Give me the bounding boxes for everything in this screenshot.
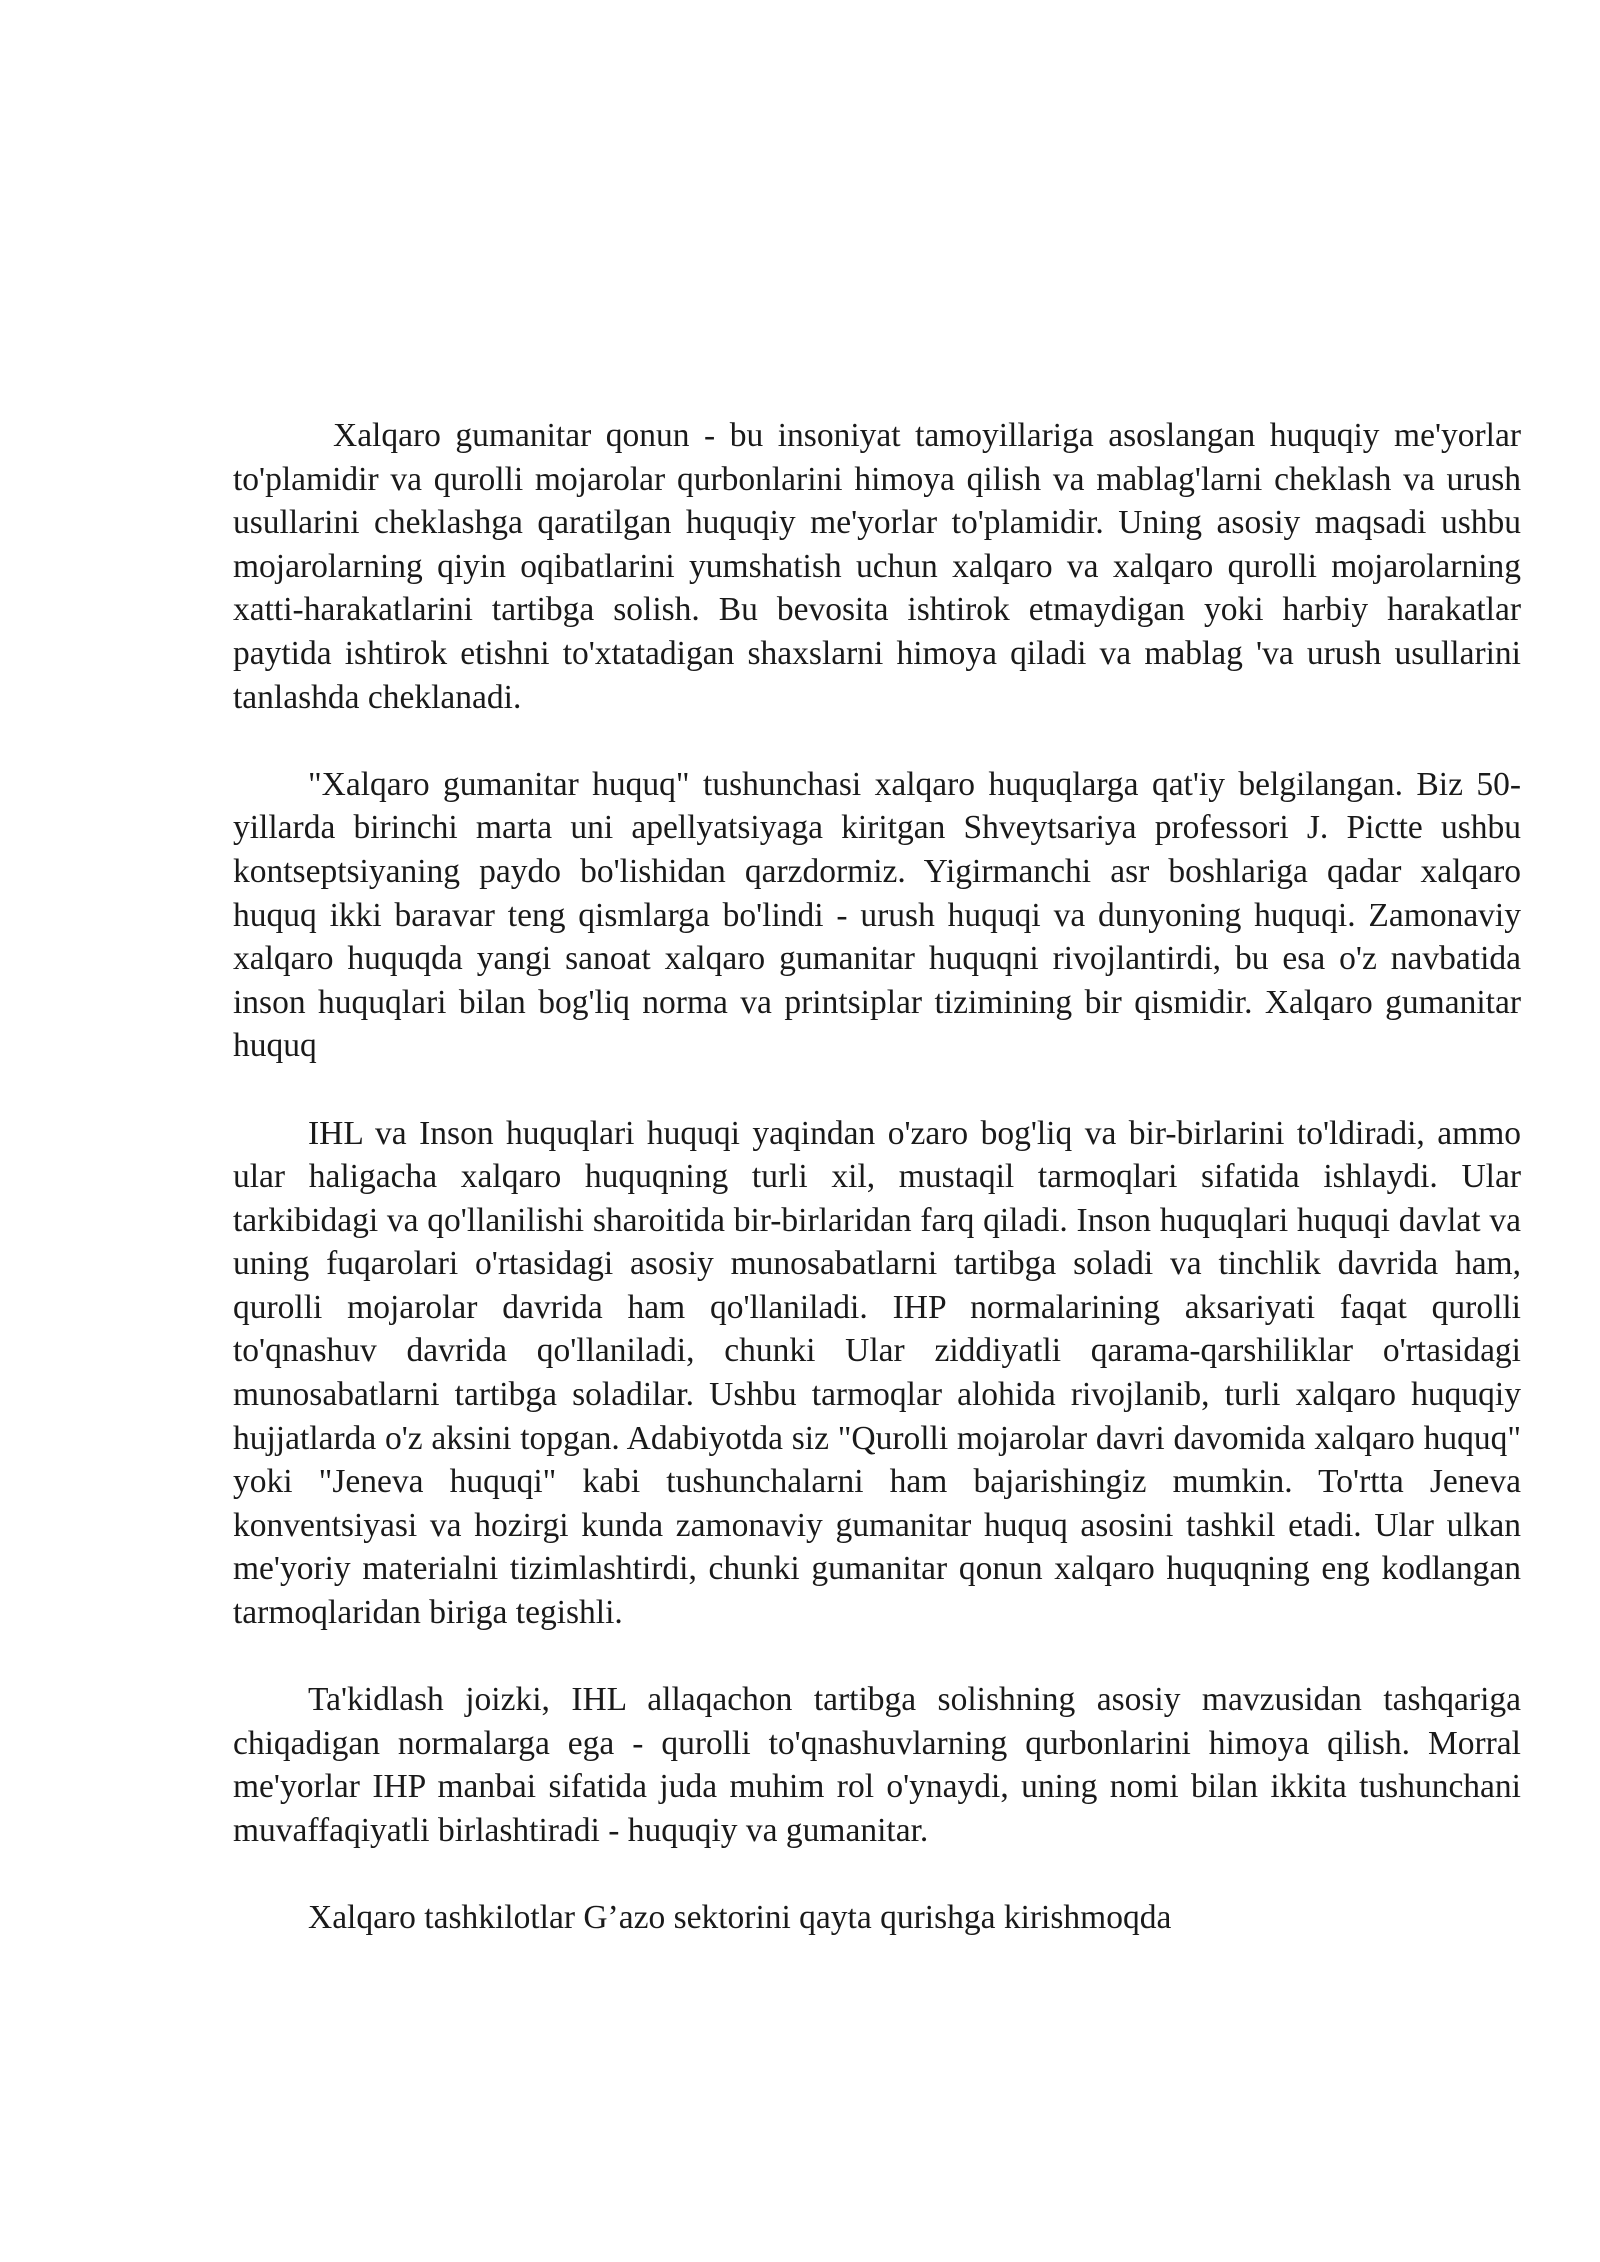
paragraph-4: Ta'kidlash joizki, IHL allaqachon tartibga solishning asosiy mavzusidan tashqariga chiqadigan normalarga ega - qurolli to'qnashuvlarning qurbonlarini himoya qilish. Morral me'yorlar IHP manbai sifatida juda muhim rol o'ynaydi, uning nomi bilan ikkita tushunchani muvaffaqiyatli birlashtiradi - huquqiy va gumanitar. bbox=[233, 1681, 1521, 1849]
paragraph-5: Xalqaro tashkilotlar G’azo sektorini qayta qurishga kirishmoqda bbox=[308, 1899, 1172, 1937]
document-body bbox=[233, 414, 1521, 1940]
paragraph-1: Xalqaro gumanitar qonun - bu insoniyat tamoyillariga asoslangan huquqiy me'yorlar to'plamidir va qurolli mojarolar qurbonlarini himoya qilish va mablag'larni cheklash va urush usullarini cheklashga qaratilgan huquqiy me'yorlar to'plamidir. Uning asosiy maqsadi ushbu mojarolarning qiyin oqibatlarini yumshatish uchun xalqaro va xalqaro qurolli mojarolarning xatti-harakatlarini tartibga solish. Bu bevosita ishtirok etmaydigan yoki harbiy harakatlar paytida ishtirok etishni to'xtatadigan shaxslarni himoya qiladi va mablag 'va urush usullarini tanlashda cheklanadi. bbox=[233, 417, 1521, 716]
paragraph-3: IHL va Inson huquqlari huquqi yaqindan o'zaro bog'liq va bir-birlarini to'ldiradi, ammo ular haligacha xalqaro huquqning turli xil, mustaqil tarmoqlari sifatida ishlaydi. Ular tarkibidagi va qo'llanilishi sharoitida bir-birlaridan farq qiladi. Inson huquqlari huquqi davlat va uning fuqarolari o'rtasidagi asosiy munosabatlarni tartibga soladi va tinchlik davrida ham, qurolli mojarolar davrida ham qo'llaniladi. IHP normalarining aksariyati faqat qurolli to'qnashuv davrida qo'llaniladi, chunki Ular ziddiyatli qarama-qarshiliklar o'rtasidagi munosabatlarni tartibga soladilar. Ushbu tarmoqlar alohida rivojlanib, turli xalqaro huquqiy hujjatlarda o'z aksini topgan. Adabiyotda siz "Qurolli mojarolar davri davomida xalqaro huquq" yoki "Jeneva huquqi" kabi tushunchalarni ham bajarishingiz mumkin. To'rtta Jeneva konventsiyasi va hozirgi kunda zamonaviy gumanitar huquq asosini tashkil etadi. Ular ulkan me'yoriy materialni tizimlashtirdi, chunki gumanitar qonun xalqaro huquqning eng kodlangan tarmoqlaridan biriga tegishli. bbox=[233, 1114, 1521, 1632]
paragraph-2: "Xalqaro gumanitar huquq" tushunchasi xalqaro huquqlarga qat'iy belgilangan. Biz 50-yillarda birinchi marta uni apellyatsiyaga kiritgan Shveytsariya professori J. Pictte ushbu kontseptsiyaning paydo bo'lishidan qarzdormiz. Yigirmanchi asr boshlariga qadar xalqaro huquq ikki baravar teng qismlarga bo'lindi - urush huquqi va dunyoning huquqi. Zamonaviy xalqaro huquqda yangi sanoat xalqaro gumanitar huquqni rivojlantirdi, bu esa o'z navbatida inson huquqlari bilan bog'liq norma va printsiplar tizimining bir qismidir. Xalqaro gumanitar huquq bbox=[233, 765, 1521, 1065]
